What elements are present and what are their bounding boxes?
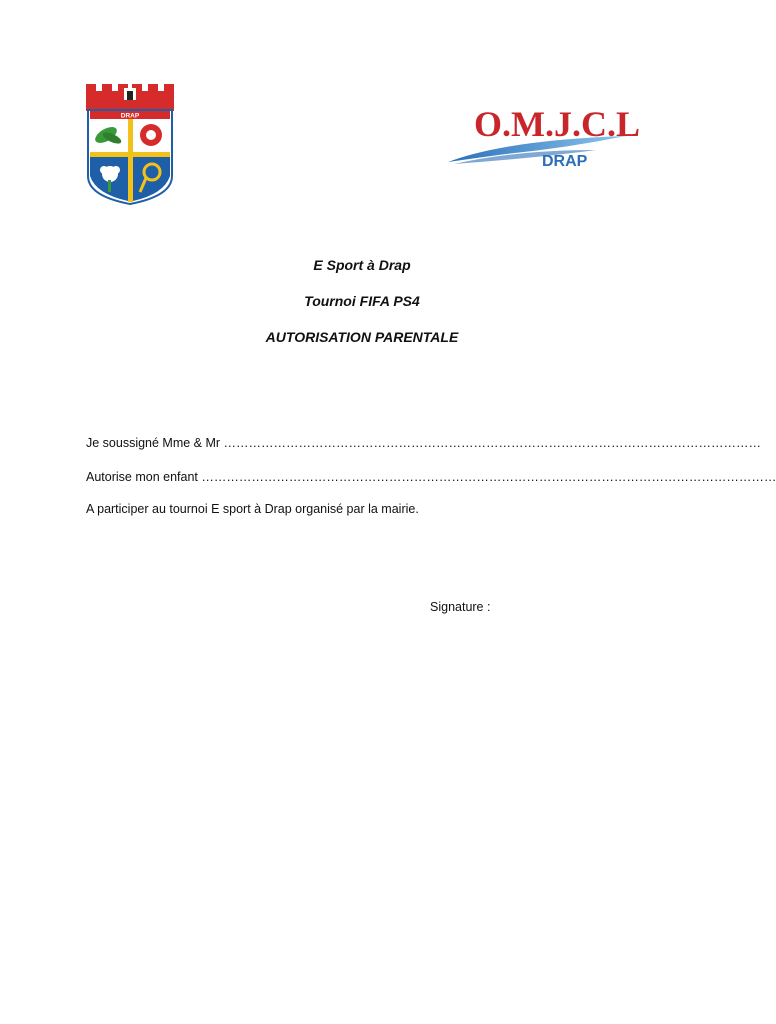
title-tournament: Tournoi FIFA PS4 bbox=[304, 293, 420, 309]
signature-label: Signature : bbox=[430, 600, 491, 614]
child-name-line bbox=[86, 470, 776, 484]
parent-name-line bbox=[86, 436, 762, 450]
svg-text:DRAP: DRAP bbox=[542, 153, 588, 170]
participation-text: A participer au tournoi E sport à Drap organisé par la mairie. bbox=[86, 502, 419, 516]
svg-text:O.M.J.C.L: O.M.J.C.L bbox=[474, 104, 640, 144]
svg-text:DRAP: DRAP bbox=[120, 112, 140, 120]
omjcl-logo-icon bbox=[446, 92, 640, 172]
child-name-blank[interactable]: ………………………………………………………………………………………………………………………… bbox=[201, 470, 776, 484]
drap-coat-of-arms-icon bbox=[84, 84, 176, 206]
title-parental-authorization: AUTORISATION PARENTALE bbox=[265, 329, 459, 345]
parent-name-label: Je soussigné Mme & Mr bbox=[86, 436, 224, 450]
parent-name-blank[interactable]: ………………………………………………………………………………………………………………… bbox=[223, 436, 762, 450]
title-e-sport: E Sport à Drap bbox=[313, 257, 411, 273]
child-name-label: Autorise mon enfant bbox=[86, 470, 202, 484]
